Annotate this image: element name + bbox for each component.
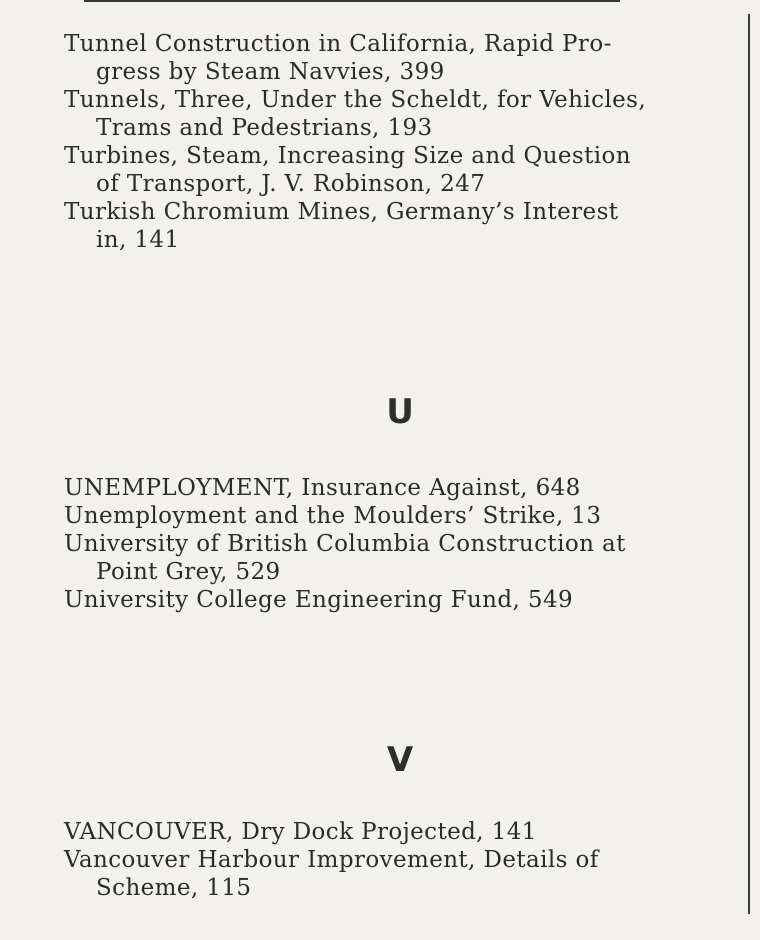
section-t-entries xyxy=(64,30,736,254)
index-entry: Tunnels, Three, Under the Scheldt, for Vehicles, Trams and Pedestrians, 193 xyxy=(64,87,647,141)
index-entry: UNEMPLOYMENT, Insurance Against, 648 xyxy=(64,475,581,501)
section-letter-v: V xyxy=(386,740,414,780)
index-entry: University College Engineering Fund, 549 xyxy=(64,587,574,613)
section-v-entries xyxy=(64,818,736,902)
index-entry: Vancouver Harbour Improvement, Details of Scheme, 115 xyxy=(64,847,599,901)
top-rule xyxy=(84,0,620,2)
index-entry: Turkish Chromium Mines, Germany’s Interest in, 141 xyxy=(64,199,619,253)
section-u-entries xyxy=(64,474,736,614)
section-letter-u: U xyxy=(386,392,414,432)
index-entry: University of British Columbia Construction at Point Grey, 529 xyxy=(64,531,626,585)
index-entry: Tunnel Construction in California, Rapid Pro- gress by Steam Navvies, 399 xyxy=(64,31,612,85)
index-entry: Unemployment and the Moulders’ Strike, 13 xyxy=(64,503,602,529)
index-entry: VANCOUVER, Dry Dock Projected, 141 xyxy=(64,819,537,845)
column-rule xyxy=(748,14,750,914)
index-entry: Turbines, Steam, Increasing Size and Question of Transport, J. V. Robinson, 247 xyxy=(64,143,631,197)
